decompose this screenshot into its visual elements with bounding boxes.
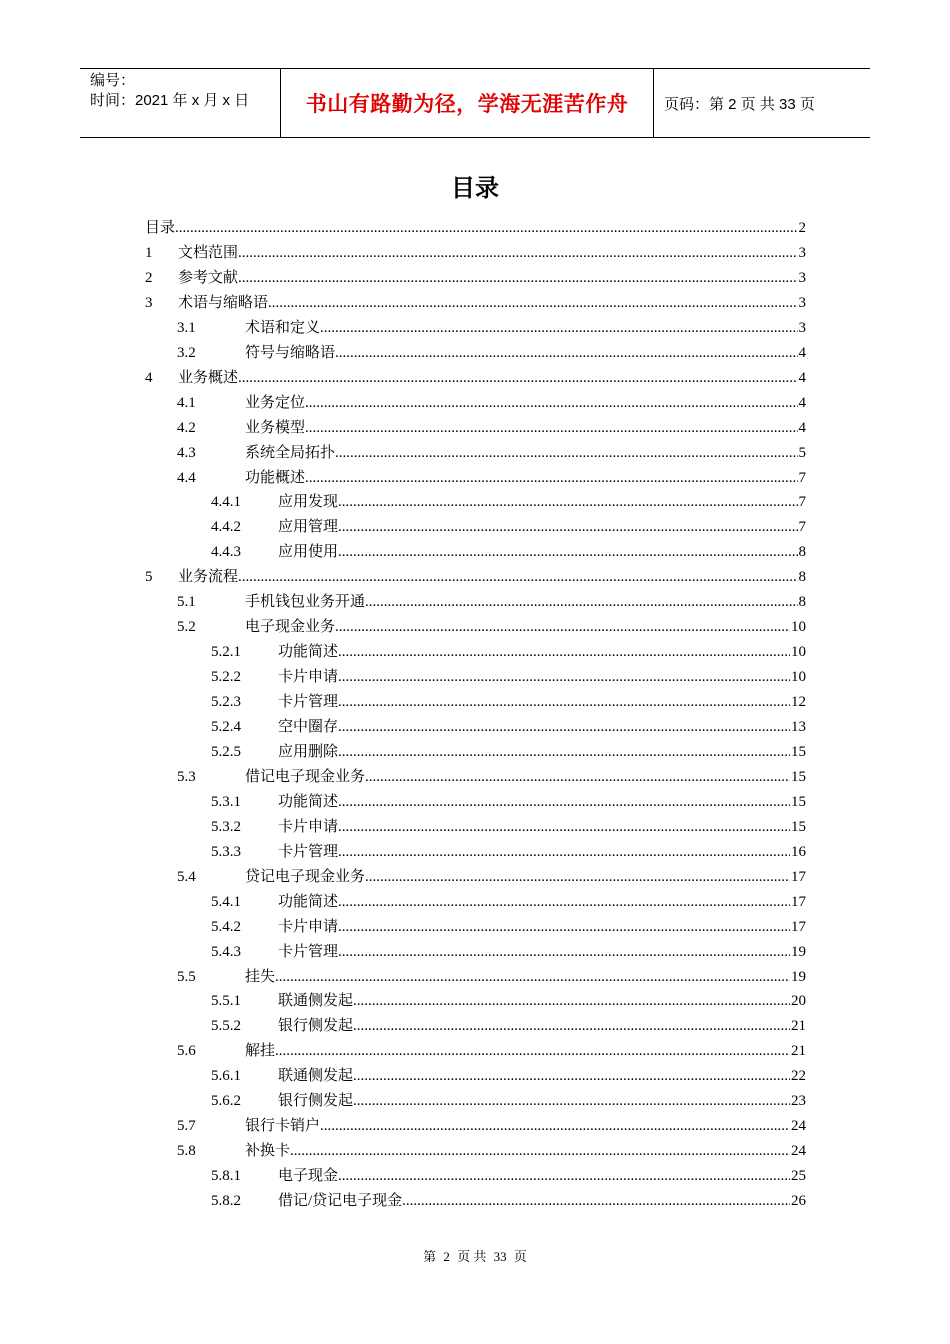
toc-entry-label: 文档范围	[178, 244, 239, 261]
toc-entry-number: 5.3.3	[211, 843, 241, 860]
toc-entry-number: 4.4.2	[211, 519, 241, 536]
footer-suffix: 页	[513, 1249, 527, 1264]
toc-entry-number: 5.1	[177, 594, 196, 611]
toc-entry-label: 功能简述	[278, 893, 339, 910]
toc-entry[interactable]	[177, 586, 806, 611]
toc-entry-number: 2	[145, 269, 153, 286]
toc-entry-label: 空中圈存	[278, 719, 339, 735]
toc-entry[interactable]	[211, 786, 806, 811]
toc-entry-page: 4	[798, 369, 806, 386]
toc-entry-page: 7	[798, 519, 806, 536]
toc-entry[interactable]	[211, 811, 806, 836]
toc-entry-page: 17	[791, 893, 806, 910]
toc-dot-leader	[338, 668, 790, 686]
toc-entry-label: 卡片申请	[278, 918, 339, 935]
toc-entry[interactable]	[211, 1060, 806, 1085]
toc-entry[interactable]	[177, 1110, 806, 1135]
toc-entry-number: 5.6	[177, 1043, 196, 1060]
toc-dot-leader	[305, 469, 797, 487]
toc-entry[interactable]	[211, 1085, 806, 1110]
toc-entry[interactable]	[177, 1035, 806, 1060]
toc-entry-number: 4.2	[177, 419, 196, 436]
header-meta	[80, 69, 281, 137]
toc-dot-leader	[353, 1017, 790, 1035]
toc-entry-label: 卡片申请	[278, 669, 339, 686]
header-page-info-cell	[654, 69, 870, 137]
toc-entry-label: 业务概述	[178, 369, 239, 386]
toc-dot-leader	[320, 1117, 790, 1135]
toc-entry-page: 15	[791, 818, 806, 835]
toc-dot-leader	[353, 1067, 790, 1085]
toc-entry-label: 术语与缩略语	[178, 294, 269, 311]
footer-total-pages: 33	[493, 1249, 507, 1264]
toc-entry[interactable]	[211, 1160, 806, 1185]
toc-entry[interactable]	[177, 961, 806, 986]
toc-entry-number: 4.1	[177, 394, 196, 411]
toc-dot-leader	[353, 1092, 790, 1110]
toc-entry-label: 目录	[145, 220, 176, 236]
toc-entry[interactable]	[177, 387, 806, 412]
toc-entry[interactable]	[177, 337, 806, 362]
toc-entry[interactable]	[177, 611, 806, 636]
toc-entry[interactable]	[145, 362, 806, 387]
toc-entry-number: 5.5.2	[211, 1018, 241, 1035]
toc-entry-number: 4.4.1	[211, 494, 241, 511]
toc-entry-label: 卡片管理	[278, 943, 339, 960]
toc-entry-label: 银行卡销户	[245, 1118, 321, 1135]
toc-entry-label: 卡片管理	[278, 843, 339, 860]
toc-dot-leader	[338, 843, 790, 861]
toc-dot-leader	[335, 344, 797, 362]
toc-dot-leader	[335, 444, 797, 462]
toc-entry-page: 22	[791, 1068, 806, 1085]
toc-entry-page: 4	[798, 394, 806, 411]
toc-entry[interactable]	[211, 486, 806, 511]
toc-entry-page: 15	[791, 743, 806, 760]
toc-entry-page: 17	[791, 868, 806, 885]
toc-dot-leader	[365, 768, 790, 786]
toc-entry[interactable]	[211, 536, 806, 561]
page-header	[80, 68, 870, 138]
toc-entry-page: 21	[791, 1043, 806, 1060]
header-page-info: 页码：第 2 页 共 33 页	[664, 95, 815, 113]
toc-entry-number: 4	[145, 369, 153, 386]
toc-entry-label: 术语和定义	[245, 319, 321, 336]
toc-dot-leader	[365, 593, 797, 611]
toc-entry-number: 5.2.3	[211, 694, 241, 711]
toc-entry-page: 10	[791, 669, 806, 686]
toc-entry-number: 5.3.1	[211, 793, 241, 810]
toc-entry[interactable]	[177, 1135, 806, 1160]
toc-dot-leader	[338, 943, 790, 961]
toc-dot-leader	[338, 893, 790, 911]
toc-entry[interactable]	[177, 462, 806, 487]
toc-entry-label: 功能简述	[278, 644, 339, 661]
toc-dot-leader	[275, 1042, 790, 1060]
toc-entry-number: 5.4.2	[211, 918, 241, 935]
toc-dot-leader	[268, 294, 797, 312]
header-motto-cell	[281, 69, 654, 137]
toc-entry-page: 13	[791, 719, 806, 735]
toc-dot-leader	[338, 918, 790, 936]
toc-entry-number: 5	[145, 569, 153, 586]
toc-dot-leader	[338, 493, 797, 511]
toc-entry-label: 银行侧发起	[278, 1018, 354, 1035]
toc-entry-label: 卡片申请	[278, 818, 339, 835]
toc-entry-number: 5.6.1	[211, 1068, 241, 1085]
toc-entry-page: 10	[791, 619, 806, 636]
toc-entry-page: 4	[798, 344, 806, 361]
document-time-label: 时间：2021 年 x 月 x 日	[90, 92, 250, 109]
toc-entry[interactable]	[145, 262, 806, 287]
toc-entry-label: 功能概述	[245, 469, 306, 486]
toc-entry[interactable]	[211, 636, 806, 661]
toc-dot-leader	[338, 693, 790, 711]
toc-entry-page: 24	[791, 1143, 806, 1160]
toc-entry-number: 5.2.4	[211, 719, 241, 735]
toc-entry-label: 电子现金业务	[245, 619, 336, 636]
toc-entry[interactable]	[211, 661, 806, 686]
toc-entry[interactable]	[211, 985, 806, 1010]
toc-entry-label: 卡片管理	[278, 694, 339, 711]
toc-entry-page: 15	[791, 793, 806, 810]
header-motto: 书山有路勤为径，学海无涯苦作舟	[305, 92, 629, 116]
toc-entry-label: 联通侧发起	[278, 993, 354, 1010]
toc-entry-number: 3	[145, 294, 153, 311]
toc-entry-label: 应用管理	[278, 519, 339, 536]
toc-entry[interactable]	[211, 911, 806, 936]
toc-entry[interactable]	[177, 412, 806, 437]
toc-dot-leader	[338, 1167, 790, 1185]
toc-entry-number: 5.8.1	[211, 1168, 241, 1185]
toc-entry-number: 5.2.1	[211, 644, 241, 661]
toc-dot-leader	[238, 568, 797, 586]
toc-entry-number: 5.8	[177, 1143, 196, 1160]
toc-entry-number: 5.4.3	[211, 943, 241, 960]
toc-entry-label: 业务模型	[245, 419, 306, 436]
document-number-label: 编号：	[90, 72, 136, 89]
toc-entry-page: 7	[798, 469, 806, 486]
toc-dot-leader	[353, 992, 790, 1010]
toc-entry-page: 2	[798, 220, 806, 236]
toc-entry-number: 5.2.5	[211, 743, 241, 760]
toc-entry-number: 5.6.2	[211, 1093, 241, 1110]
toc-entry-page: 12	[791, 694, 806, 711]
toc-dot-leader	[338, 543, 797, 561]
toc-dot-leader	[238, 244, 797, 262]
toc-dot-leader	[305, 419, 797, 437]
toc-entry[interactable]	[177, 437, 806, 462]
toc-entry-page: 8	[798, 544, 806, 561]
toc-entry-page: 16	[791, 843, 806, 860]
toc-entry-page: 3	[798, 319, 806, 336]
toc-entry-number: 5.5	[177, 968, 196, 985]
toc-entry-page: 7	[798, 494, 806, 511]
toc-entry-number: 1	[145, 244, 153, 261]
toc-entry-number: 5.2	[177, 619, 196, 636]
toc-dot-leader	[338, 643, 790, 661]
toc-entry-page: 25	[791, 1168, 806, 1185]
toc-entry[interactable]	[145, 237, 806, 262]
toc-entry-number: 5.4	[177, 868, 196, 885]
toc-entry-number: 5.3	[177, 768, 196, 785]
toc-entry-page: 17	[791, 918, 806, 935]
toc-dot-leader	[275, 968, 790, 986]
toc-entry-label: 补换卡	[245, 1143, 291, 1160]
toc-entry-label: 符号与缩略语	[245, 344, 336, 361]
toc-entry[interactable]	[211, 886, 806, 911]
toc-entry-number: 5.8.2	[211, 1193, 241, 1210]
toc-entry-page: 15	[791, 768, 806, 785]
page-footer	[0, 1246, 950, 1265]
toc-entry[interactable]	[177, 861, 806, 886]
toc-entry[interactable]	[211, 511, 806, 536]
toc-entry-number: 5.5.1	[211, 993, 241, 1010]
toc-dot-leader	[338, 518, 797, 536]
toc-entry[interactable]	[145, 287, 806, 312]
toc-entry-page: 20	[791, 993, 806, 1010]
toc-entry-number: 5.2.2	[211, 669, 241, 686]
toc-entry-number: 5.4.1	[211, 893, 241, 910]
toc-entry-label: 银行侧发起	[278, 1093, 354, 1110]
toc-entry[interactable]	[177, 312, 806, 337]
toc-entry-label: 借记/贷记电子现金	[278, 1193, 403, 1210]
toc-entry[interactable]	[211, 686, 806, 711]
toc-entry-label: 解挂	[245, 1043, 276, 1060]
toc-entry-label: 系统全局拓扑	[245, 444, 336, 461]
toc-entry-page: 19	[791, 943, 806, 960]
toc-entry[interactable]	[145, 212, 806, 237]
toc-entry-label: 贷记电子现金业务	[245, 868, 366, 885]
toc-entry[interactable]	[211, 736, 806, 761]
toc-entry-label: 手机钱包业务开通	[245, 594, 366, 611]
toc-dot-leader	[338, 743, 790, 761]
toc-entry-page: 21	[791, 1018, 806, 1035]
toc-entry-page: 3	[798, 294, 806, 311]
toc-entry-label: 应用删除	[278, 743, 339, 760]
toc-entry-label: 应用发现	[278, 494, 339, 511]
toc-dot-leader	[175, 219, 797, 237]
toc-dot-leader	[290, 1142, 790, 1160]
toc-entry-page: 8	[798, 569, 806, 586]
toc-entry[interactable]	[211, 1010, 806, 1035]
toc-entry-label: 业务定位	[245, 394, 306, 411]
toc-dot-leader	[338, 718, 790, 736]
toc-entry-number: 5.3.2	[211, 818, 241, 835]
toc-entry-page: 23	[791, 1093, 806, 1110]
toc-entry-page: 3	[798, 244, 806, 261]
toc-entry-label: 应用使用	[278, 544, 339, 561]
toc-entry-number: 3.2	[177, 344, 196, 361]
toc-entry-label: 参考文献	[178, 269, 239, 286]
toc-entry-label: 功能简述	[278, 793, 339, 810]
toc-dot-leader	[320, 319, 797, 337]
toc-entry-number: 4.4	[177, 469, 196, 486]
toc-entry-number: 4.4.3	[211, 544, 241, 561]
toc-dot-leader	[365, 868, 790, 886]
toc-dot-leader	[238, 269, 797, 287]
footer-prefix: 第	[423, 1249, 437, 1264]
toc-entry-number: 5.7	[177, 1118, 196, 1135]
toc-dot-leader	[335, 618, 790, 636]
toc-entry[interactable]	[211, 836, 806, 861]
toc-entry-page: 10	[791, 644, 806, 661]
toc-entry-page: 5	[798, 444, 806, 461]
toc-entry[interactable]	[177, 761, 806, 786]
toc-entry-label: 联通侧发起	[278, 1068, 354, 1085]
toc-entry-label: 电子现金	[278, 1168, 339, 1185]
toc-entry-label: 挂失	[245, 968, 276, 985]
toc-entry-number: 3.1	[177, 319, 196, 336]
toc-entry-label: 业务流程	[178, 569, 239, 586]
toc-entry-number: 4.3	[177, 444, 196, 461]
toc-entry-page: 8	[798, 594, 806, 611]
toc-entry[interactable]	[145, 561, 806, 586]
toc-title: 目录	[451, 174, 499, 202]
toc-dot-leader	[338, 818, 790, 836]
toc-entry-page: 4	[798, 419, 806, 436]
toc-entry[interactable]	[211, 936, 806, 961]
toc-entry-page: 26	[791, 1193, 806, 1210]
toc-entry[interactable]	[211, 1185, 806, 1210]
toc-dot-leader	[338, 793, 790, 811]
footer-current-page: 2	[443, 1249, 450, 1264]
toc-entry-label: 借记电子现金业务	[245, 768, 366, 785]
footer-mid: 页 共	[457, 1249, 487, 1264]
toc-entry-page: 24	[791, 1118, 806, 1135]
toc-entry-page: 19	[791, 968, 806, 985]
toc-entry-page: 3	[798, 269, 806, 286]
toc-dot-leader	[305, 394, 797, 412]
toc-entry[interactable]	[211, 711, 806, 736]
toc-dot-leader	[402, 1192, 790, 1210]
toc-dot-leader	[238, 369, 797, 387]
